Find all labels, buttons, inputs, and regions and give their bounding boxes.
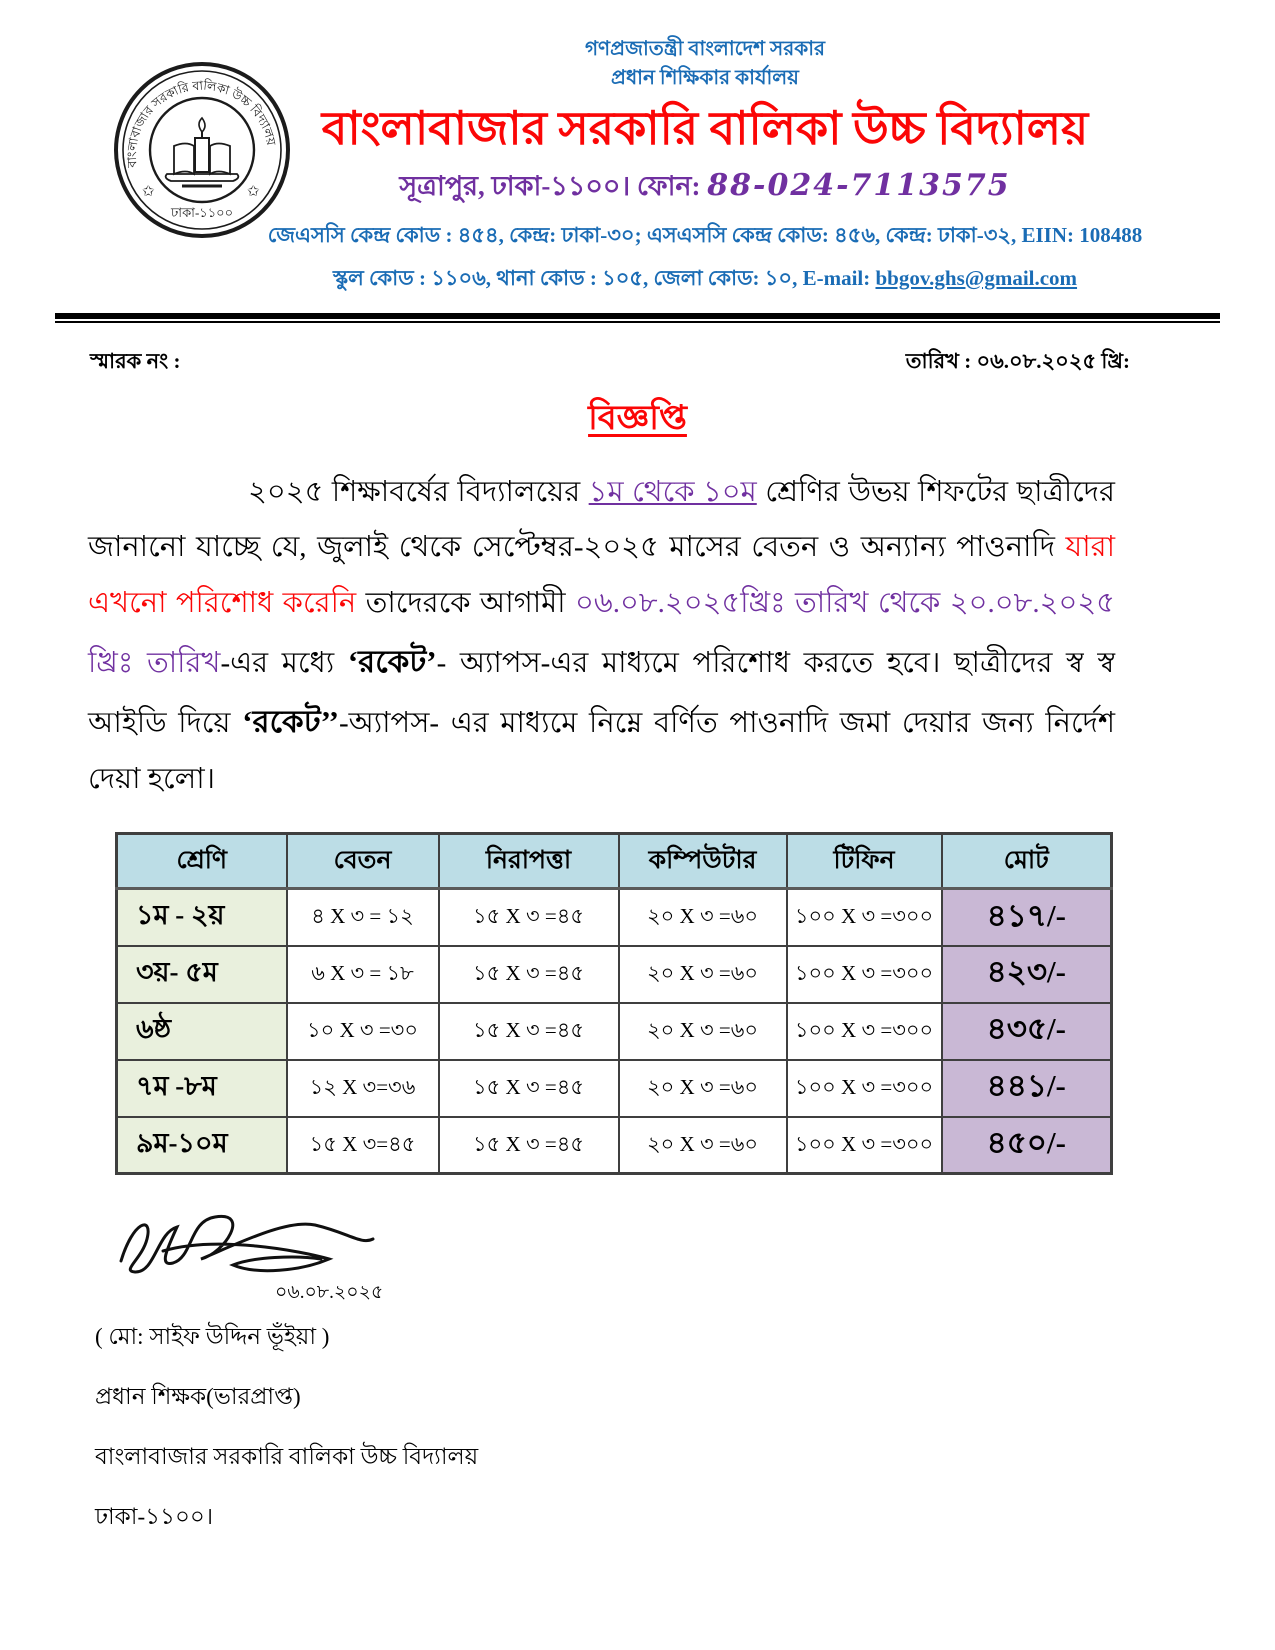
seal-candle-book-icon (166, 118, 239, 186)
fee-cell-security: ১৫ X ৩ =৪৫ (439, 1117, 619, 1174)
memo-date-row (0, 323, 1275, 380)
col-header-security: নিরাপত্তা (439, 834, 619, 889)
fee-cell-total: ৪৫০/- (942, 1117, 1112, 1174)
seal-star-right-icon: ✩ (247, 184, 260, 200)
col-header-tuition: বেতন (287, 834, 439, 889)
fee-cell-security: ১৫ X ৩ =৪৫ (439, 889, 619, 946)
fee-row-class-7-8 (117, 1060, 1112, 1117)
fee-cell-total: ৪২৩/- (942, 946, 1112, 1003)
fee-cell-tiffin: ১০০ X ৩ =৩০০ (787, 1060, 942, 1117)
fee-cell-tiffin: ১০০ X ৩ =৩০০ (787, 1117, 942, 1174)
fee-cell-class: ৬ষ্ঠ (117, 1003, 287, 1060)
rocket-app-name: ‘রকেট’’ (242, 704, 339, 740)
phone-number: 88-024-7113575 (707, 167, 1011, 203)
fee-cell-security: ১৫ X ৩ =৪৫ (439, 946, 619, 1003)
memo-number-label: স্মারক নং : (90, 348, 181, 373)
fee-cell-class: ৯ম-১০ম (117, 1117, 287, 1174)
fee-cell-tuition: ১০ X ৩ =৩০ (287, 1003, 439, 1060)
notice-title: বিজ্ঞপ্তি (588, 399, 687, 437)
fee-cell-tuition: ৬ X ৩ = ১৮ (287, 946, 439, 1003)
signature-date: ০৬.০৮.২০২৫ (275, 1282, 384, 1304)
fee-table-header-row (117, 834, 1112, 889)
unpaid-warning-text: যারা এখনো পরিশোধ করেনি (88, 531, 1115, 620)
class-range-highlight: ১ম থেকে ১০ম (588, 475, 757, 508)
header-divider-thick (55, 313, 1220, 319)
exam-codes-line: জেএসসি কেন্দ্র কোড : ৪৫৪, কেন্দ্র: ঢাকা-৩০; এসএসসি কেন্দ্র কোড: ৪৫৬, কেন্দ্র: ঢাকা-৩২, EIIN: 108488 (267, 222, 1143, 247)
seal-ring-text: বাংলাবাজার সরকারি বালিকা উচ্চ বিদ্যালয় (124, 78, 279, 168)
seal-bottom-text: ঢাকা-১১০০ (170, 205, 234, 220)
fee-cell-computer: ২০ X ৩ =৬০ (619, 889, 787, 946)
fee-cell-computer: ২০ X ৩ =৬০ (619, 946, 787, 1003)
seal-star-left-icon: ✩ (142, 184, 155, 200)
fee-cell-computer: ২০ X ৩ =৬০ (619, 1117, 787, 1174)
body-text: -এর মধ্যে (220, 647, 348, 680)
title-row (0, 392, 1275, 449)
letterhead-text (205, 36, 1205, 297)
fee-cell-computer: ২০ X ৩ =৬০ (619, 1060, 787, 1117)
address-line (205, 166, 1205, 211)
fee-cell-tiffin: ১০০ X ৩ =৩০০ (787, 1003, 942, 1060)
office-line: প্রধান শিক্ষিকার কার্যালয় (611, 67, 799, 89)
signatory-designation: প্রধান শিক্ষক(ভারপ্রাপ্ত) (95, 1384, 301, 1410)
fee-cell-tuition: ৪ X ৩ = ১২ (287, 889, 439, 946)
fee-cell-tuition: ১৫ X ৩=৪৫ (287, 1117, 439, 1174)
col-header-total: মোট (942, 834, 1112, 889)
col-header-computer: কম্পিউটার (619, 834, 787, 889)
fee-cell-total: ৪৩৫/- (942, 1003, 1112, 1060)
school-codes-text: স্কুল কোড : ১১০৬, থানা কোড : ১০৫, জেলা কোড: ১০, E-mail: (332, 265, 876, 290)
notice-body (88, 465, 1115, 809)
body-text: তাদেরকে আগামী (356, 587, 575, 620)
fee-cell-computer: ২০ X ৩ =৬০ (619, 1003, 787, 1060)
signatory-city: ঢাকা-১১০০। (95, 1504, 214, 1530)
col-header-class: শ্রেণি (117, 834, 287, 889)
fee-row-class-9-10 (117, 1117, 1112, 1174)
government-line: গণপ্রজাতন্ত্রী বাংলাদেশ সরকার (584, 38, 826, 60)
fee-cell-tiffin: ১০০ X ৩ =৩০০ (787, 946, 942, 1003)
fee-cell-class: ৩য়- ৫ম (117, 946, 287, 1003)
letterhead (0, 0, 1275, 297)
fee-cell-class: ৭ম -৮ম (117, 1060, 287, 1117)
address-text: সূত্রাপুর, ঢাকা-১১০০। ফোন: (399, 170, 708, 201)
fee-cell-tuition: ১২ X ৩=৩৬ (287, 1060, 439, 1117)
col-header-tiffin: টিফিন (787, 834, 942, 889)
signature-block (95, 1195, 1275, 1537)
fee-cell-security: ১৫ X ৩ =৪৫ (439, 1003, 619, 1060)
school-codes-line (205, 262, 1205, 297)
school-seal-logo (112, 60, 292, 240)
fee-row-class-1-2 (117, 889, 1112, 946)
email-link[interactable]: bbgov.ghs@gmail.com (875, 265, 1078, 290)
school-seal-icon (112, 60, 292, 240)
body-text: শ্রেণির উভয় শিফটের ছাত্রীদের জানানো যাচ্ছে যে, জুলাই থেকে সেপ্টেম্বর-২০২৫ মাসের বেতন ও অন্যান্য পাওনাদি (88, 475, 1115, 564)
fee-row-class-3-5 (117, 946, 1112, 1003)
signatory-name: ( মো: সাইফ উদ্দিন ভূঁইয়া ) (95, 1324, 330, 1350)
rocket-app-name: ‘রকেট’ (347, 644, 437, 680)
body-text: - অ্যাপস-এর মাধ্যমে পরিশোধ করতে হবে। ছাত্রীদের স্ব স্ব আইডি দিয়ে (88, 647, 1115, 740)
payment-date-range: ০৬.০৮.২০২৫খ্রিঃ তারিখ থেকে ২০.০৮.২০২৫ খ্রিঃ তারিখ (88, 587, 1115, 680)
signatory-organization: বাংলাবাজার সরকারি বালিকা উচ্চ বিদ্যালয় (95, 1444, 479, 1470)
fee-cell-total: ৪১৭/- (942, 889, 1112, 946)
fee-cell-security: ১৫ X ৩ =৪৫ (439, 1060, 619, 1117)
fee-cell-tiffin: ১০০ X ৩ =৩০০ (787, 889, 942, 946)
school-name: বাংলাবাজার সরকারি বালিকা উচ্চ বিদ্যালয় (321, 103, 1089, 154)
signature-icon (105, 1195, 405, 1287)
body-text: ২০২৫ শিক্ষাবর্ষের বিদ্যালয়ের (248, 475, 589, 508)
date-label: তারিখ : ০৬.০৮.২০২৫ খ্রি: (905, 348, 1130, 373)
body-text: -অ্যাপস- এর মাধ্যমে নিম্নে বর্ণিত পাওনাদি জমা দেয়ার জন্য নির্দেশ দেয়া হলো। (88, 707, 1116, 796)
fee-row-class-6 (117, 1003, 1112, 1060)
fee-cell-total: ৪৪১/- (942, 1060, 1112, 1117)
fee-table (115, 832, 1113, 1175)
fee-cell-class: ১ম - ২য় (117, 889, 287, 946)
